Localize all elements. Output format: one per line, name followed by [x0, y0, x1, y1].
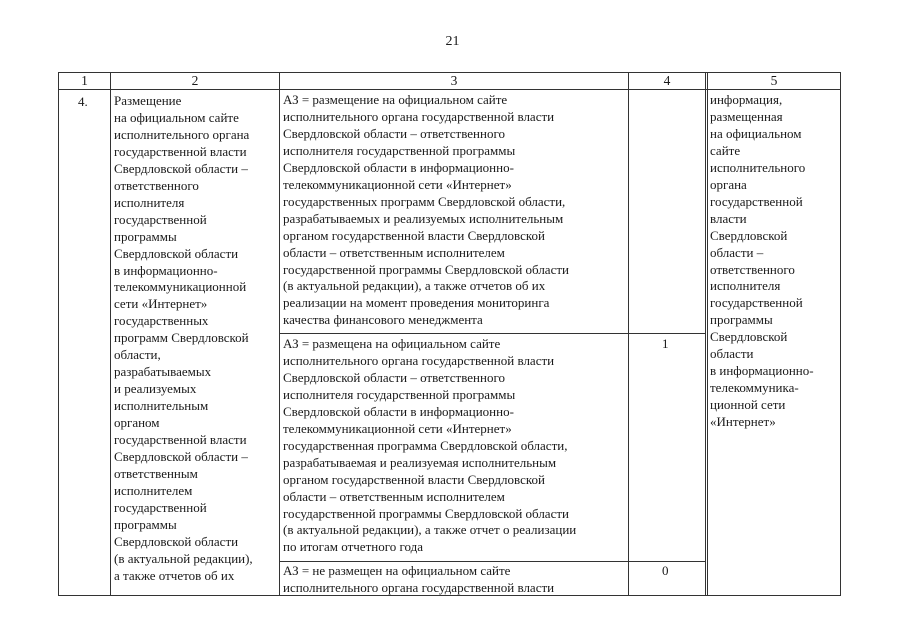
- confirmation-source: информация, размещенная на официальном сайте исполнительного органа государственной власти Свердловской области – ответственного исполнителя государственной программы Свердловской области в информационно- телекоммуника- ционной сети «Интернет»: [710, 92, 814, 430]
- page-number: 21: [445, 34, 460, 49]
- header-col-2: 2: [191, 73, 199, 88]
- col-divider-3: [628, 72, 629, 596]
- header-bottom-border: [58, 89, 840, 90]
- col-divider-4: [705, 72, 706, 596]
- criteria-divider-2: [280, 561, 706, 562]
- criterion-2-text: АЗ = размещена на официальном сайте исполнительного органа государственной власти Свердловской области – ответственного исполнителя государственной программы Свердловской области в информационно- телекоммуникационной сети «Интернет» государственная программа Свердловской области, разрабатываемая и реализуемая исполнительным органом государственной власти Свердловской области – ответственным исполнителем государственной программы Свердловской области (в актуальной редакции), а также отчет о реализации по итогам отчетного года: [283, 336, 577, 555]
- header-col-5: 5: [770, 73, 778, 88]
- table-left-border: [58, 72, 59, 596]
- criterion-2-score: 1: [662, 336, 669, 351]
- criterion-3-text: АЗ = не размещен на официальном сайте исполнительного органа государственной власти: [283, 563, 555, 595]
- header-col-3: 3: [450, 73, 458, 88]
- table-right-border: [840, 72, 841, 596]
- criteria-divider-1: [280, 333, 706, 334]
- criterion-3-score: 0: [662, 563, 669, 578]
- indicator-name: Размещение на официальном сайте исполнительного органа государственной власти Свердловской области – ответственного исполнителя государственной программы Свердловской области в информационно- телекоммуникационной сети «Интернет» государственных программ Свердловской области, разрабатываемых и реализуемых исполнительным органом государственной власти Свердловской области – ответственным исполнителем государственной программы Свердловской области (в актуальной редакции), а также отчетов об их: [114, 93, 253, 583]
- row-number: 4.: [78, 94, 88, 109]
- col-divider-1: [110, 72, 111, 596]
- table-bottom-border: [58, 595, 840, 596]
- header-col-1: 1: [81, 73, 88, 88]
- criterion-1-text: АЗ = размещение на официальном сайте исполнительного органа государственной власти Свердловской области – ответственного исполнителя государственной программы Свердловской области в информационно- телекоммуникационной сети «Интернет» государственных программ Свердловской области, разрабатываемых и реализуемых исполнительным органом государственной власти Свердловской области – ответственным исполнителем государственной программы Свердловской области (в актуальной редакции), а также отчетов об их реализации на момент проведения мониторинга качества финансового менеджмента: [283, 92, 569, 328]
- col-divider-4b: [707, 72, 708, 596]
- header-col-4: 4: [663, 73, 671, 88]
